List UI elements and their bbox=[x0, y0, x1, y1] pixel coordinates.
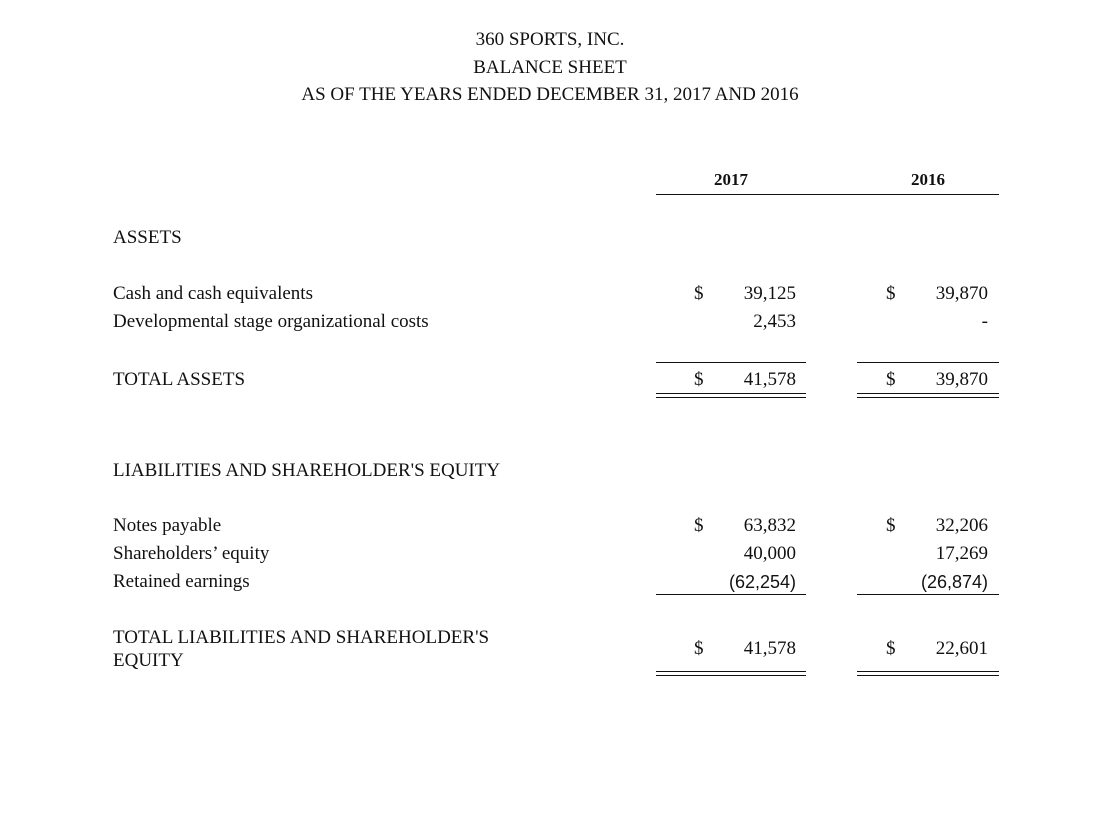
company-name: 360 SPORTS, INC. bbox=[475, 29, 625, 50]
statement-title: BALANCE SHEET bbox=[473, 57, 627, 78]
row-label: Shareholders’ equity bbox=[113, 543, 270, 564]
value-2017: 40,000 bbox=[743, 543, 796, 564]
subtotal-rule-2017 bbox=[656, 594, 806, 595]
currency-symbol: $ bbox=[886, 283, 896, 304]
column-header-2017: 2017 bbox=[714, 170, 748, 189]
column-header-2016: 2016 bbox=[911, 170, 945, 189]
subtotal-rule-2016 bbox=[857, 594, 999, 595]
currency-symbol: $ bbox=[886, 515, 896, 536]
total-liabilities-2017: 41,578 bbox=[743, 638, 796, 659]
subtotal-rule-2017 bbox=[656, 362, 806, 363]
double-underline-2017 bbox=[656, 671, 806, 676]
value-2016: - bbox=[981, 311, 988, 332]
currency-symbol: $ bbox=[694, 283, 704, 304]
currency-symbol: $ bbox=[694, 369, 704, 390]
value-2017: 2,453 bbox=[753, 311, 796, 332]
value-2017: 63,832 bbox=[743, 515, 796, 536]
subtotal-rule-2016 bbox=[857, 362, 999, 363]
value-2016: 17,269 bbox=[935, 543, 988, 564]
value-2016: 32,206 bbox=[935, 515, 988, 536]
currency-symbol: $ bbox=[886, 638, 896, 659]
header-underline bbox=[656, 194, 999, 195]
double-underline-2016 bbox=[857, 671, 999, 676]
value-2017: (62,254) bbox=[728, 572, 796, 592]
total-assets-2017: 41,578 bbox=[743, 369, 796, 390]
assets-heading: ASSETS bbox=[113, 227, 182, 248]
double-underline-2016 bbox=[857, 393, 999, 398]
value-2016: (26,874) bbox=[920, 572, 988, 592]
row-label: Retained earnings bbox=[113, 571, 250, 592]
currency-symbol: $ bbox=[694, 515, 704, 536]
value-2016: 39,870 bbox=[935, 283, 988, 304]
total-liabilities-label-line2: EQUITY bbox=[113, 650, 184, 671]
total-liabilities-label-line1: TOTAL LIABILITIES AND SHAREHOLDER'S bbox=[113, 627, 490, 648]
row-label: Cash and cash equivalents bbox=[113, 283, 313, 304]
statement-period: AS OF THE YEARS ENDED DECEMBER 31, 2017 AND 2016 bbox=[301, 84, 799, 105]
total-assets-2016: 39,870 bbox=[935, 369, 988, 390]
currency-symbol: $ bbox=[694, 638, 704, 659]
row-label: Developmental stage organizational costs bbox=[113, 311, 429, 332]
total-liabilities-2016: 22,601 bbox=[935, 638, 988, 659]
value-2017: 39,125 bbox=[743, 283, 796, 304]
double-underline-2017 bbox=[656, 393, 806, 398]
total-assets-label: TOTAL ASSETS bbox=[113, 369, 246, 390]
row-label: Notes payable bbox=[113, 515, 222, 536]
liabilities-heading: LIABILITIES AND SHAREHOLDER'S EQUITY bbox=[113, 460, 501, 481]
currency-symbol: $ bbox=[886, 369, 896, 390]
